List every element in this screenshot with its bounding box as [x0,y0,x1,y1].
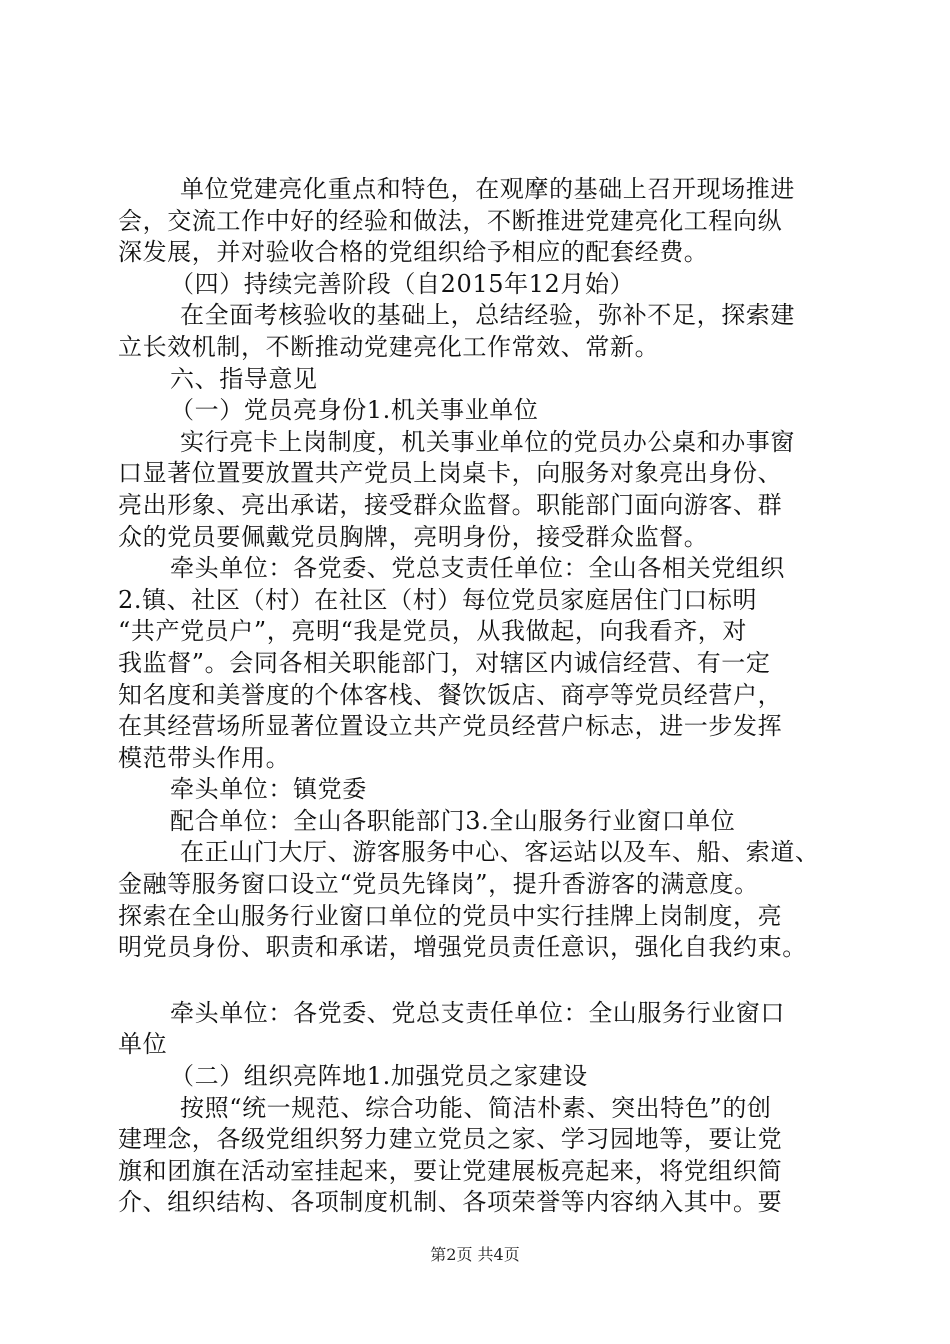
text-line: 配合单位：全山各职能部门3.全山服务行业窗口单位 [170,806,736,835]
section-heading: （二）组织亮阵地1.加强党员之家建设 [170,1062,588,1091]
text-line: 亮出形象、亮出承诺，接受群众监督。职能部门面向游客、群 [118,490,783,519]
text-line: 模范带头作用。 [118,743,291,772]
text-line: 我监督”。会同各相关职能部门，对辖区内诚信经营、有一定 [118,648,771,677]
text-line: 牵头单位：各党委、党总支责任单位：全山各相关党组织 [170,554,785,583]
text-line: 立长效机制，不断推动党建亮化工作常效、常新。 [118,332,660,361]
text-line: “共产党员户”，亮明“我是党员，从我做起，向我看齐，对 [118,617,748,646]
section-heading: （四）持续完善阶段（自2015年12月始） [170,269,635,298]
text-line: 旗和团旗在活动室挂起来，要让党建展板亮起来，将党组织简 [118,1156,783,1185]
text-line: 单位 [118,1030,168,1059]
section-heading: （一）党员亮身份1.机关事业单位 [170,396,539,425]
text-line: 建理念，各级党组织努力建立党员之家、学习园地等，要让党 [118,1125,783,1154]
paragraph-gap [118,964,838,998]
section-heading: 六、指导意见 [170,364,318,393]
text-line: 介、组织结构、各项制度机制、各项荣誉等内容纳入其中。要 [118,1188,783,1217]
text-line: 按照“统一规范、综合功能、简洁朴素、突出特色”的创 [180,1093,772,1122]
text-line: 明党员身份、职责和承诺，增强党员责任意识，强化自我约束。 [118,933,807,962]
document-body [118,174,838,1219]
text-line: 深发展，并对验收合格的党组织给予相应的配套经费。 [118,238,709,267]
text-line: 探索在全山服务行业窗口单位的党员中实行挂牌上岗制度，亮 [118,901,783,930]
text-line: 牵头单位：各党委、党总支责任单位：全山服务行业窗口 [170,998,785,1027]
text-line: 在其经营场所显著位置设立共产党员经营户标志，进一步发挥 [118,712,783,741]
text-line: 实行亮卡上岗制度，机关事业单位的党员办公桌和办事窗 [180,427,795,456]
text-line: 在正山门大厅、游客服务中心、客运站以及车、船、索道、 [180,838,820,867]
text-line: 在全面考核验收的基础上，总结经验，弥补不足，探索建 [180,301,795,330]
text-line: 金融等服务窗口设立“党员先锋岗”，提升香游客的满意度。 [118,870,759,899]
text-line: 口显著位置要放置共产党员上岗桌卡，向服务对象亮出身份、 [118,459,783,488]
text-line: 单位党建亮化重点和特色，在观摩的基础上召开现场推进 [180,175,795,203]
text-line: 牵头单位：镇党委 [170,775,367,804]
text-line: 2.镇、社区（村）在社区（村）每位党员家庭居住门口标明 [118,585,758,614]
page-number-footer: 第2页 共4页 [430,1245,520,1264]
text-line: 知名度和美誉度的个体客栈、餐饮饭店、商亭等党员经营户， [118,680,783,709]
text-line: 众的党员要佩戴党员胸牌，亮明身份，接受群众监督。 [118,522,709,551]
text-line: 会，交流工作中好的经验和做法，不断推进党建亮化工程向纵 [118,206,783,235]
